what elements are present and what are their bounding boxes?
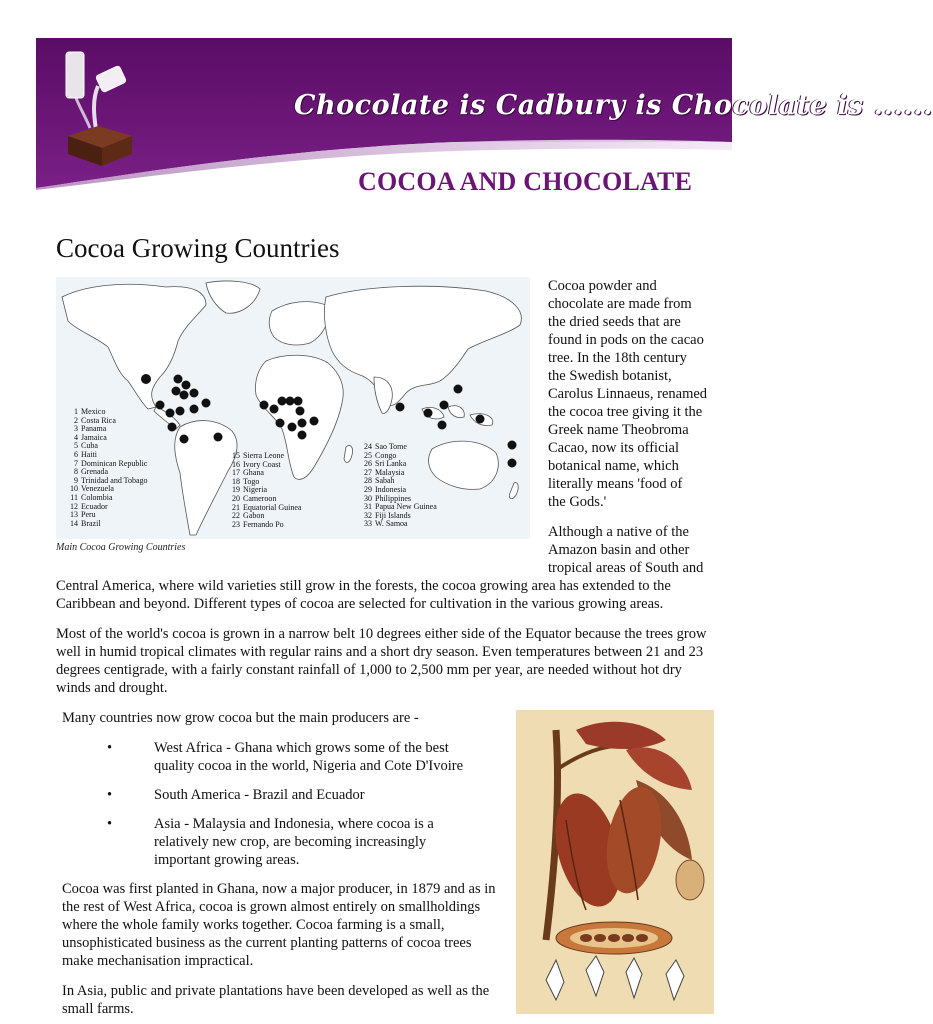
text-line: botanical name, which xyxy=(548,458,679,474)
legend-entry: 23 Fernando Po xyxy=(232,519,284,529)
legend-entry: 22 Gabon xyxy=(232,511,265,521)
banner-tagline: Chocolate is Cadbury is Chocolate is ...... xyxy=(294,90,933,121)
legend-entry: 30 Philippines xyxy=(364,493,412,503)
legend-entry: 9 Trinidad and Tobago xyxy=(74,475,148,485)
legend-entry: 18 Togo xyxy=(232,476,260,486)
legend-entry: 8 Grenada xyxy=(74,467,109,477)
legend-entry: 17 Ghana xyxy=(232,468,264,478)
legend-entry: 6 Haiti xyxy=(74,449,97,459)
producers-intro: Many countries now grow cocoa but the main producers are - xyxy=(62,710,419,726)
native-paragraph xyxy=(548,523,718,577)
legend-entry: 4 Jamaica xyxy=(74,432,107,442)
climate-paragraph: Most of the world's cocoa is grown in a narrow belt 10 degrees either side of the Equator because the trees grow well in humid tropical climates with regular rains and a short dry season. Even temperatures between 21 and 23 degrees centigrade, with a fairly constant rainfall of 1,000 to 2,500 mm per year, are needed without hot dry winds and drought. xyxy=(56,626,707,696)
legend-entry: 28 Sabah xyxy=(364,476,395,486)
cocoa-pod-illustration xyxy=(516,710,714,1014)
text-line: the Swedish botanist, xyxy=(548,368,672,384)
legend-entry: 15 Sierra Leone xyxy=(232,451,285,460)
legend-entry: 7 Dominican Republic xyxy=(74,458,148,468)
legend-entry: 20 Cameroon xyxy=(232,493,277,503)
legend-entry: 16 Ivory Coast xyxy=(232,459,281,469)
text-line: Carolus Linnaeus, renamed xyxy=(548,386,708,402)
text-line: chocolate are made from xyxy=(548,296,692,312)
text-line: found in pods on the cacao xyxy=(548,332,704,348)
legend-entry: 29 Indonesia xyxy=(364,484,407,494)
intro-paragraph xyxy=(548,277,718,511)
legend-entry: 27 Malaysia xyxy=(364,467,405,477)
legend-entry: 10 Venezuela xyxy=(70,484,114,494)
page-heading: Cocoa Growing Countries xyxy=(56,233,340,263)
text-line: Amazon basin and other xyxy=(548,542,690,558)
legend-entry: 26 Sri Lanka xyxy=(364,459,407,469)
legend-entry: 2 Costa Rica xyxy=(74,415,116,425)
text-line: Greek name Theobroma xyxy=(548,422,689,438)
map-legend-3 xyxy=(358,443,437,529)
legend-entry: 1 Mexico xyxy=(74,407,106,416)
legend-entry: 14 Brazil xyxy=(70,518,101,528)
ghana-paragraph: Cocoa was first planted in Ghana, now a major producer, in 1879 and as in the rest of West Africa, cocoa is grown almost entirely on smallholdings where the whole family works together. Cocoa farming is a small, unsophisticated business as the current planting patterns of cocoa trees make mechanisation impractical. xyxy=(62,881,496,969)
legend-entry: 11 Colombia xyxy=(70,492,113,502)
legend-entry: 13 Peru xyxy=(70,510,96,520)
text-line: Cocoa powder and xyxy=(548,278,657,294)
map-legend-1 xyxy=(64,408,148,528)
legend-entry: 24 Sao Tome xyxy=(364,442,407,451)
legend-entry: 31 Papua New Guinea xyxy=(364,502,437,512)
map-legend-2 xyxy=(226,452,301,529)
text-line: the cocoa tree giving it the xyxy=(548,404,703,420)
text-line: the Gods.' xyxy=(548,494,607,510)
legend-entry: 3 Panama xyxy=(74,424,107,434)
asia-paragraph: In Asia, public and private plantations have been developed as well as the small farms. xyxy=(62,983,490,1017)
legend-entry: 32 Fiji Islands xyxy=(364,510,411,520)
text-line: tropical areas of South and xyxy=(548,560,704,576)
text-line: the dried seeds that are xyxy=(548,314,681,330)
text-line: tree. In the 18th century xyxy=(548,350,687,366)
legend-entry: 33 W. Samoa xyxy=(364,519,408,529)
map-caption: Main Cocoa Growing Countries xyxy=(56,542,186,553)
legend-entry: 21 Equatorial Guinea xyxy=(232,502,302,512)
text-line: Although a native of the xyxy=(548,524,689,540)
native-paragraph-continued: Central America, where wild varieties still grow in the forests, the cocoa growing area has extended to the Caribbean and beyond. Different types of cocoa are selected for cultivation in the various growing areas. xyxy=(56,578,671,612)
text-line: literally means 'food of xyxy=(548,476,683,492)
legend-entry: 19 Nigeria xyxy=(232,485,267,495)
section-title: COCOA AND CHOCOLATE xyxy=(358,167,693,196)
legend-entry: 5 Cuba xyxy=(74,441,98,451)
legend-entry: 12 Ecuador xyxy=(70,501,108,511)
text-line: Cacao, now its official xyxy=(548,440,680,456)
legend-entry: 25 Congo xyxy=(364,450,397,460)
header-banner xyxy=(36,38,933,188)
